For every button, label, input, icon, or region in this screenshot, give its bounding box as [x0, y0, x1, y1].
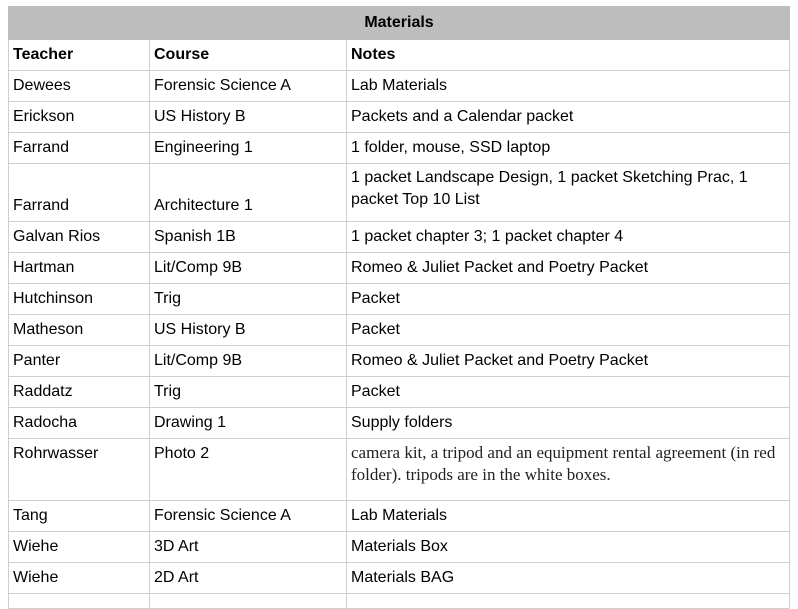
course-cell[interactable]: US History B	[150, 315, 347, 346]
teacher-cell[interactable]: Matheson	[9, 315, 150, 346]
course-cell[interactable]: 3D Art	[150, 532, 347, 563]
course-cell[interactable]: Trig	[150, 377, 347, 408]
materials-table	[8, 6, 790, 609]
table-row	[9, 284, 790, 315]
table-row	[9, 71, 790, 102]
notes-cell[interactable]: Packet	[347, 284, 790, 315]
teacher-cell[interactable]: Farrand	[9, 164, 150, 222]
column-header-course[interactable]: Course	[150, 40, 347, 71]
course-cell[interactable]: Forensic Science A	[150, 71, 347, 102]
header-row	[9, 40, 790, 71]
course-cell[interactable]: Lit/Comp 9B	[150, 346, 347, 377]
notes-cell[interactable]: camera kit, a tripod and an equipment rental agreement (in red folder). tripods are in the white boxes.	[347, 439, 790, 501]
teacher-cell[interactable]: Dewees	[9, 71, 150, 102]
course-cell[interactable]: 2D Art	[150, 563, 347, 594]
table-title[interactable]: Materials	[9, 7, 790, 40]
table-row	[9, 563, 790, 594]
empty-row	[9, 594, 790, 609]
notes-cell[interactable]: Lab Materials	[347, 71, 790, 102]
notes-cell[interactable]: Supply folders	[347, 408, 790, 439]
empty-cell[interactable]	[9, 594, 150, 609]
course-cell[interactable]: Forensic Science A	[150, 501, 347, 532]
notes-cell[interactable]: Romeo & Juliet Packet and Poetry Packet	[347, 346, 790, 377]
table-row	[9, 501, 790, 532]
table-row	[9, 315, 790, 346]
table-row	[9, 532, 790, 563]
column-header-teacher[interactable]: Teacher	[9, 40, 150, 71]
course-cell[interactable]: US History B	[150, 102, 347, 133]
materials-sheet	[8, 6, 789, 609]
table-row	[9, 253, 790, 284]
notes-cell[interactable]: 1 packet chapter 3; 1 packet chapter 4	[347, 222, 790, 253]
teacher-cell[interactable]: Hutchinson	[9, 284, 150, 315]
notes-cell[interactable]: 1 folder, mouse, SSD laptop	[347, 133, 790, 164]
course-cell[interactable]: Drawing 1	[150, 408, 347, 439]
title-row	[9, 7, 790, 40]
teacher-cell[interactable]: Panter	[9, 346, 150, 377]
teacher-cell[interactable]: Rohrwasser	[9, 439, 150, 501]
teacher-cell[interactable]: Wiehe	[9, 563, 150, 594]
empty-cell[interactable]	[347, 594, 790, 609]
teacher-cell[interactable]: Farrand	[9, 133, 150, 164]
table-row	[9, 164, 790, 222]
notes-cell[interactable]: Lab Materials	[347, 501, 790, 532]
notes-cell[interactable]: 1 packet Landscape Design, 1 packet Sketching Prac, 1 packet Top 10 List	[347, 164, 790, 222]
course-cell[interactable]: Spanish 1B	[150, 222, 347, 253]
notes-cell[interactable]: Materials Box	[347, 532, 790, 563]
table-row	[9, 346, 790, 377]
course-cell[interactable]: Engineering 1	[150, 133, 347, 164]
notes-cell[interactable]: Packet	[347, 377, 790, 408]
table-row	[9, 377, 790, 408]
teacher-cell[interactable]: Raddatz	[9, 377, 150, 408]
notes-cell[interactable]: Romeo & Juliet Packet and Poetry Packet	[347, 253, 790, 284]
teacher-cell[interactable]: Hartman	[9, 253, 150, 284]
course-cell[interactable]: Trig	[150, 284, 347, 315]
notes-cell[interactable]: Packets and a Calendar packet	[347, 102, 790, 133]
notes-cell[interactable]: Packet	[347, 315, 790, 346]
table-row	[9, 133, 790, 164]
table-row	[9, 408, 790, 439]
column-header-notes[interactable]: Notes	[347, 40, 790, 71]
teacher-cell[interactable]: Wiehe	[9, 532, 150, 563]
teacher-cell[interactable]: Radocha	[9, 408, 150, 439]
course-cell[interactable]: Architecture 1	[150, 164, 347, 222]
course-cell[interactable]: Lit/Comp 9B	[150, 253, 347, 284]
teacher-cell[interactable]: Tang	[9, 501, 150, 532]
table-row	[9, 222, 790, 253]
teacher-cell[interactable]: Erickson	[9, 102, 150, 133]
empty-cell[interactable]	[150, 594, 347, 609]
teacher-cell[interactable]: Galvan Rios	[9, 222, 150, 253]
table-row	[9, 102, 790, 133]
table-row	[9, 439, 790, 501]
course-cell[interactable]: Photo 2	[150, 439, 347, 501]
notes-cell[interactable]: Materials BAG	[347, 563, 790, 594]
